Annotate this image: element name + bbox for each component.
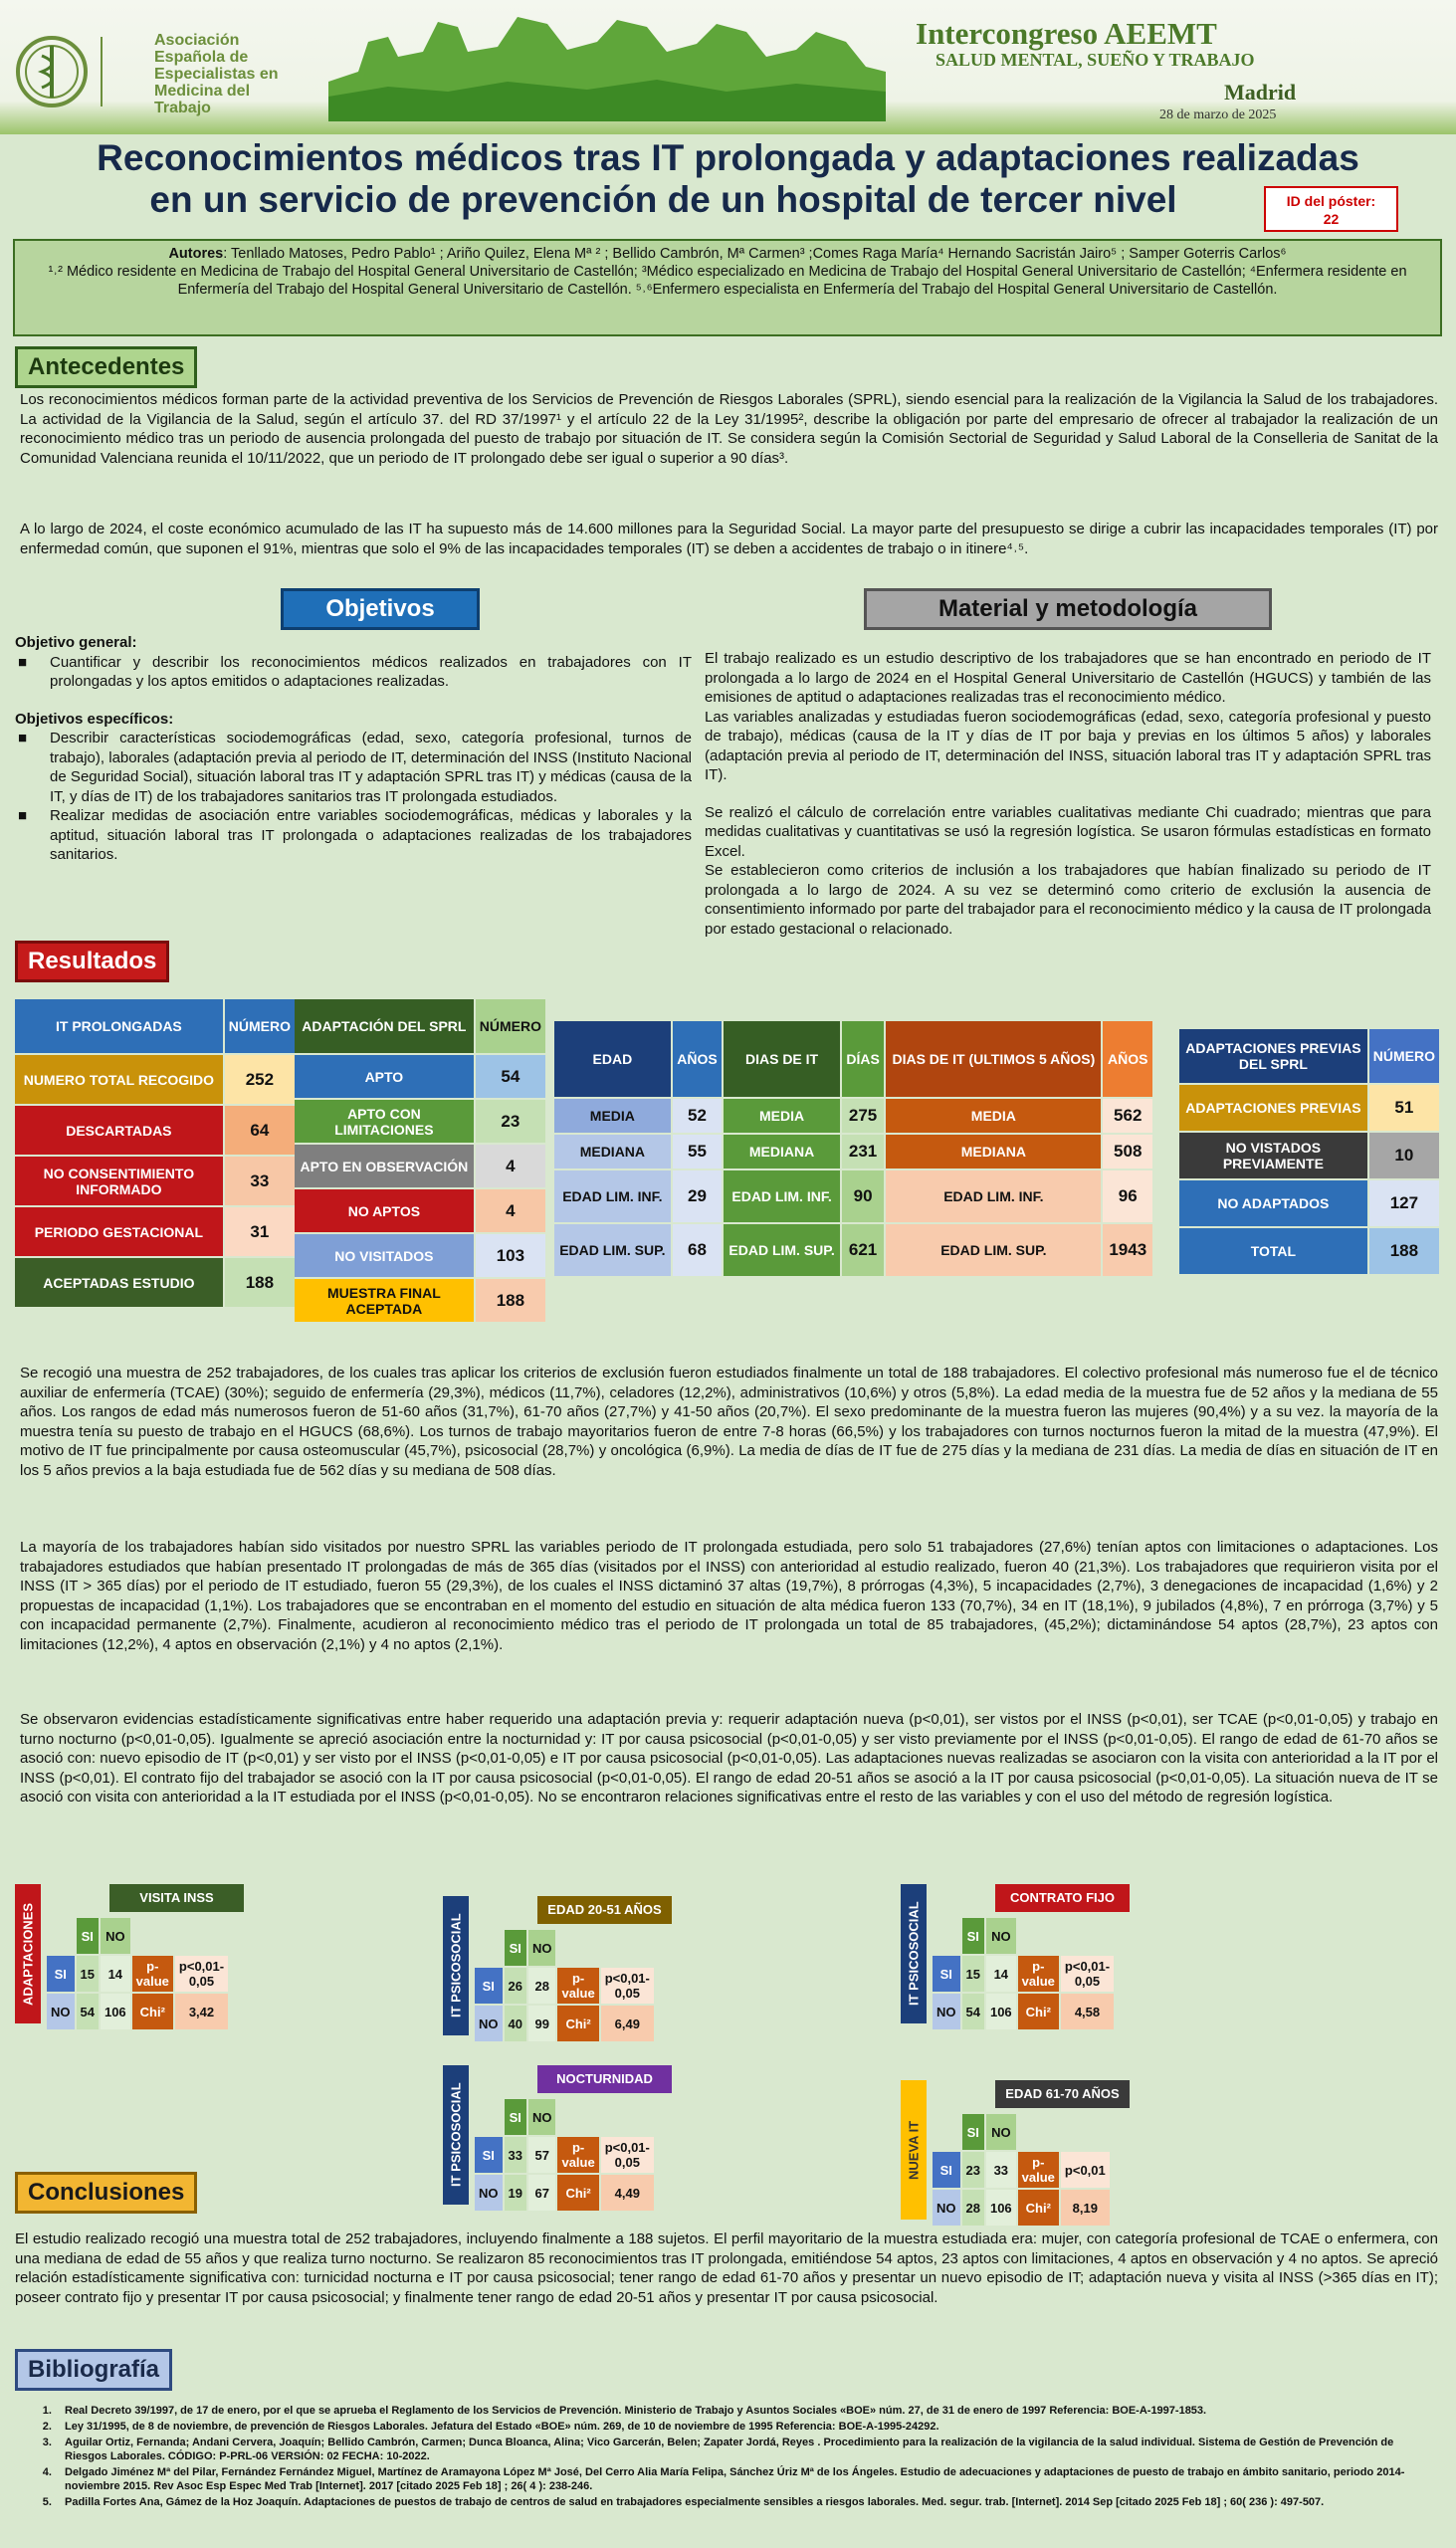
aeemt-logo-icon	[10, 32, 119, 111]
t2-label: MUESTRA FINAL ACEPTADA	[295, 1279, 474, 1322]
crosstab-row-label: NO	[475, 2175, 503, 2211]
crosstab-row-label: NO	[933, 2190, 960, 2226]
conclusiones-text: El estudio realizado recogió una muestra total de 252 trabajadores, incluyendo finalmente a 188 sujetos. El perfil mayoritario de la muestra estudiada era: mujer, con categoría profesional de TCAE o enfermera, con una mediana de edad de 55 años y que realiza turno nocturno. Se realizaron 85 reconocimientos tras IT prolongada, emitiéndose 54 aptos, 23 aptos con limitaciones, 4 aptos en observación y 4 no aptos. Se apreció relación estadísticamente significativa con: turnicidad nocturna e IT por causa psicosocial; tener rango de edad 61-70 años y presentar un nuevo episodio de IT; adaptación nueva y visita al INSS (>365 días en IT); poseer contrato fijo y presentar IT por causa psicosocial; y finalmente tener rango de edad 20-51 años y presentar IT por causa psicosocial.	[15, 2230, 1438, 2306]
table-row	[554, 1099, 1152, 1133]
crosstab-stat-value: p<0,01-0,05	[601, 1968, 654, 2004]
reference-item: 2. Ley 31/1995, de 8 de noviembre, de prevención de Riesgos Laborales. Jefatura del Estado «BOE» núm. 269, de 10 de noviembre de 1995 Referencia: BOE-A-1995-24292.	[55, 2420, 1433, 2434]
crosstab-corner	[933, 1918, 960, 1954]
reference-item: 1. Real Decreto 39/1997, de 17 de enero, por el que se aprueba el Reglamento de los Servicios de Prevención. Ministerio de Trabajo y Asuntos Sociales «BOE» núm. 27, de 31 de enero de 1997 Referencia: BOE-A-1997-1853.	[55, 2404, 1433, 2418]
crosstab-row-label: NO	[47, 1994, 75, 2029]
table-row	[933, 2190, 1110, 2226]
congress-date: 28 de marzo de 2025	[1159, 107, 1277, 122]
t3-cell: 68	[673, 1224, 722, 1276]
t3-header: DIAS DE IT (ULTIMOS 5 AÑOS)	[886, 1021, 1101, 1097]
table-row	[295, 1145, 545, 1187]
t3-header: EDAD	[554, 1021, 671, 1097]
material-p4: Se establecieron como criterios de inclusión a los trabajadores que habían finalizado su periodo de IT prolongada a lo largo de 2024. A su vez se determinó como criterio de exclusión la ausencia de consentimiento informado por parte del trabajador para el reconocimiento médico y la causa de IT prolongada por estado gestacional o relacionado.	[705, 862, 1431, 938]
resultados-p2: La mayoría de los trabajadores habían sido visitados por nuestro SPRL las variables periodo de IT prolongada estudiada, pero solo 51 trabajadores (27,6%) tenían aptos con limitaciones o adaptaciones. Los trabajadores estudiados que habían presentado IT prolongadas de más de 365 días (visitados por el INSS) con anterioridad al estudio realizado, fueron 40 (21,3%). Los trabajadores que requirieron visita por el INSS (IT > 365 días) por el periodo de IT estudiado, fueron 55 (29,3%), de los cuales el INSS dictaminó 37 altas (19,7%), 8 prórrogas (4,3%), 5 incapacidades (2,7%), 3 denegaciones de incapacidad (1,6%) y 2 propuestas de incapacidad (1,1%). Los trabajadores que se encontraban en el momento del estudio en situación de alta médica fueron 133 (70,7%), 34 en IT (18,1%), 9 jubilados (4,8%), 7 en prórroga (3,7%) y 5 con incapacidad permanente (2,7%). Finalmente, acudieron al reconocimiento médico tras el periodo de IT prolongada un total de 85 trabajadores, (45,2%); dictaminándose 54 aptos (28,7%), 23 aptos con limitaciones (12,2%), 4 aptos en observación (2,1%) y 4 no aptos (2,1%).	[20, 1539, 1438, 1653]
table-row	[554, 1135, 1152, 1168]
material-p2: Las variables analizadas y estudiadas fueron sociodemográficas (edad, sexo, categoría profesional y puesto de trabajo), médicas (causa de la IT y días de IT por baja y previas en los últimos 5 años) y laborales (adaptación previa al periodo de IT, determinación del INSS, situación laboral tras IT y adaptación SPRL tras IT).	[705, 708, 1431, 783]
table-row	[933, 1994, 1114, 2029]
t2-header-2: NÚMERO	[476, 999, 545, 1053]
authors-names: Tenllado Matoses, Pedro Pablo¹ ; Ariño Quilez, Elena Mª ² ; Bellido Cambrón, Mª Carmen³ ;Comes Raga María⁴ Hernando Sacristán Jairo⁵ ; Samper Goterris Carlos⁶	[231, 246, 1287, 262]
association-name: Asociación Española de Especialistas en Medicina del Trabajo	[154, 32, 279, 116]
crosstab-cell: 14	[986, 1956, 1016, 1992]
crosstab-stat-value: p<0,01-0,05	[175, 1956, 228, 1992]
t1-value: 31	[225, 1207, 295, 1256]
crosstab-corner	[933, 2114, 960, 2150]
t3-cell: EDAD LIM. SUP.	[886, 1224, 1101, 1276]
authors-label: Autores	[168, 246, 224, 262]
crosstab-corner	[475, 1930, 503, 1966]
t1-label: NO CONSENTIMIENTO INFORMADO	[15, 1157, 223, 1205]
t2-label: APTO EN OBSERVACIÓN	[295, 1145, 474, 1187]
crosstab-column-variable: VISITA INSS	[109, 1884, 244, 1912]
antecedentes-p2: A lo largo de 2024, el coste económico acumulado de las IT ha supuesto más de 14.600 millones para la Seguridad Social. La mayor parte del presupuesto se dirige a cubrir las incapacidades temporales (IT) por enfermedad común, que suponen el 91%, mientras que solo el 9% de las incapacidades temporales (IT) se deben a accidentes de trabajo o in itinere⁴˒⁵.	[20, 521, 1438, 557]
crosstab-cell: 15	[962, 1956, 984, 1992]
t1-label: ACEPTADAS ESTUDIO	[15, 1258, 223, 1307]
material-p3: Se realizó el cálculo de correlación entre variables cualitativas mediante Chi cuadrado; mientras que para medidas cualitativas y cuantitativas se usó la regresión logística. Se usaron fórmulas estadísticas en formato Excel.	[705, 803, 1431, 860]
t3-cell: 90	[842, 1170, 884, 1222]
table-row	[475, 2137, 654, 2173]
crosstab-stat-value: 3,42	[175, 1994, 228, 2029]
crosstab-cell: 26	[505, 1968, 526, 2004]
t4-header-1: ADAPTACIONES PREVIAS DEL SPRL	[1179, 1029, 1367, 1083]
table-row	[15, 1258, 295, 1307]
t3-cell: MEDIANA	[886, 1135, 1101, 1168]
poster-title	[0, 137, 1456, 221]
t3-cell: MEDIA	[554, 1099, 671, 1133]
t3-cell: EDAD LIM. INF.	[724, 1170, 840, 1222]
t1-header-1: IT PROLONGADAS	[15, 999, 223, 1053]
t2-label: APTO	[295, 1055, 474, 1098]
t3-cell: EDAD LIM. SUP.	[724, 1224, 840, 1276]
material-heading: Material y metodología	[864, 588, 1272, 630]
t1-header-2: NÚMERO	[225, 999, 295, 1053]
t1-value: 33	[225, 1157, 295, 1205]
table-row	[1179, 1180, 1439, 1226]
crosstab-header: NO	[101, 1918, 130, 1954]
t2-value: 4	[476, 1145, 545, 1187]
crosstab-table	[473, 1928, 656, 2043]
crosstab-cell: 54	[962, 1994, 984, 2029]
t3-cell: 55	[673, 1135, 722, 1168]
reference-item: 4. Delgado Jiménez Mª del Pilar, Fernández Fernández Miguel, Martínez de Aramayona López Mª José, Del Cerro Alia María Felipa, Sánchez Úriz Mª de los Ángeles. Estudio de adecuaciones y adaptaciones de puesto de trabajo en ámbito sanitario, periodo 2014-noviembre 2015. Rev Asoc Esp Espec Med Trab [Internet]. 2017 [citado 2025 Feb 18] ; 26( 4 ): 238-246.	[55, 2465, 1433, 2493]
congress-subtitle: SALUD MENTAL, SUEÑO Y TRABAJO	[936, 50, 1255, 70]
crosstab-cell: 106	[986, 2190, 1016, 2226]
crosstab-stat-label: p-value	[1018, 2152, 1059, 2188]
crosstab-row-label: SI	[933, 2152, 960, 2188]
crosstab-row-variable: IT PSICOSOCIAL	[901, 1884, 927, 2023]
crosstab-header: SI	[962, 1918, 984, 1954]
poster-id-box	[1264, 186, 1398, 232]
antecedentes-p1: Los reconocimientos médicos forman parte de la actividad preventiva de los Servicios de Prevención de Riesgos Laborales (SPRL), siendo esencial para la realización de la Vigilancia la Salud de los trabajadores. La actividad de la Vigilancia de la Salud, según el artículo 37. del RD 37/1997¹ y el artículo 22 de la Ley 31/1995², describe la obligación por parte del empresario de ofrecer al trabajador la realización de un reconocimiento médico tras un periodo de ausencia prolongada del puesto de trabajo por situación de IT. Se considera según la Comisión Sectorial de Seguridad y Salud Laboral de la Conselleria de Sanitat de la Comunidad Valenciana reunida el 10/11/2022, que un periodo de IT prolongado debe ser igual o superior a 90 días³.	[20, 391, 1438, 467]
crosstab-cell: 28	[962, 2190, 984, 2226]
crosstab-header: NO	[528, 2099, 556, 2135]
crosstab-table	[931, 2112, 1112, 2228]
material-block	[705, 649, 1431, 939]
objetivos-especificos-heading: Objetivos específicos:	[15, 710, 174, 728]
crosstab-table	[473, 2097, 656, 2213]
t3-cell: MEDIANA	[554, 1135, 671, 1168]
t3-cell: EDAD LIM. INF.	[554, 1170, 671, 1222]
crosstab-row-label: NO	[933, 1994, 960, 2029]
objetivo-general-heading: Objetivo general:	[15, 634, 137, 651]
t3-cell: MEDIA	[724, 1099, 840, 1133]
crosstab-stat-label: p-value	[1018, 1956, 1059, 1992]
authors-affiliations: ¹˒² Médico residente en Medicina de Trabajo del Hospital General Universitario de Castellón; ³Médico especializado en Medicina de Trabajo del Hospital General Universitario de Castellón; ⁴Enfermera residente en Enfermería del Trabajo del Hospital General Universitario de Castellón. ⁵˒⁶Enfermero especialista en Enfermería del Trabajo del Hospital General Universitario de Castellón.	[48, 264, 1407, 298]
crosstab-corner	[475, 2099, 503, 2135]
table-row	[475, 1968, 654, 2004]
t3-header: AÑOS	[673, 1021, 722, 1097]
table-row	[475, 2006, 654, 2041]
t2-header-1: ADAPTACIÓN DEL SPRL	[295, 999, 474, 1053]
material-p1: El trabajo realizado es un estudio descriptivo de los trabajadores que se han encontrado en periodo de IT prolongada a lo largo de 2024 en el Hospital General Universitario de Castellón (HGUCS) y también de las emisiones de aptitud o adaptaciones realizadas tras el reconocimiento médico.	[705, 650, 1431, 706]
objetivo-especifico-2-text: Realizar medidas de asociación entre variables sociodemográficas, médicas y laborales y la aptitud, situación laboral tras IT prolongada o adaptaciones realizadas de los trabajadores sanitarios.	[50, 807, 692, 863]
crosstab-row-variable: IT PSICOSOCIAL	[443, 2065, 469, 2205]
t4-label: TOTAL	[1179, 1228, 1367, 1274]
t4-label: ADAPTACIONES PREVIAS	[1179, 1085, 1367, 1131]
crosstab-cell: 67	[528, 2175, 556, 2211]
t3-cell: EDAD LIM. SUP.	[554, 1224, 671, 1276]
objetivos-heading: Objetivos	[281, 588, 480, 630]
t2-label: NO VISITADOS	[295, 1234, 474, 1277]
table-row	[295, 1234, 545, 1277]
table-row	[933, 1956, 1114, 1992]
crosstab-row-label: SI	[47, 1956, 75, 1992]
table-row	[15, 1207, 295, 1256]
t4-value: 127	[1369, 1180, 1439, 1226]
crosstab-cell: 54	[77, 1994, 99, 2029]
crosstab-cell: 23	[962, 2152, 984, 2188]
crosstab-header: NO	[986, 1918, 1016, 1954]
objetivo-especifico-1-text: Describir características sociodemográficas (edad, sexo, categoría profesional, turnos de trabajo), laborales (adaptación previa al periodo de IT, determinación del INSS (Instituto Nacional de Seguridad Social), situación laboral tras IT y adaptación SPRL tras IT) y médicas (causa de la IT, y días de IT) de los trabajadores sanitarios tras IT prolongada estudiados.	[50, 730, 692, 805]
crosstab-cell: 28	[528, 1968, 556, 2004]
crosstab-stat-value: 4,58	[1061, 1994, 1114, 2029]
congress-title: Intercongreso AEEMT	[916, 16, 1217, 51]
crosstab-row-variable: ADAPTACIONES	[15, 1884, 41, 2023]
t4-header-2: NÚMERO	[1369, 1029, 1439, 1083]
bibliografia-list	[0, 2404, 1433, 2511]
crosstab-stat-label: p-value	[557, 2137, 598, 2173]
crosstab-header: NO	[986, 2114, 1016, 2150]
table-row	[475, 1930, 654, 1966]
crosstab-row-variable: NUEVA IT	[901, 2080, 927, 2220]
crosstab-stat-value: 4,49	[601, 2175, 654, 2211]
crosstab-row-variable: IT PSICOSOCIAL	[443, 1896, 469, 2035]
t3-header: DÍAS	[842, 1021, 884, 1097]
crosstab-table	[931, 1916, 1116, 2031]
table-row	[295, 1055, 545, 1098]
crosstab-corner	[47, 1918, 75, 1954]
t3-cell: EDAD LIM. INF.	[886, 1170, 1101, 1222]
table-row	[15, 1055, 295, 1104]
resultados-p1: Se recogió una muestra de 252 trabajadores, de los cuales tras aplicar los criterios de exclusión fueron estudiados finalmente un total de 188 trabajadores. El colectivo profesional más numeroso fue el de técnico auxiliar de enfermería (TCAE) (30%); seguido de enfermería (29,3%), médicos (11,7%), celadores (12,2%), administrativos (10,6%) y otros (5,8%). La edad media de la muestra fue de 52 años y la mediana de 55 años. Los rangos de edad más numerosos fueron de 51-60 años (31,7%), 61-70 años (27,7%) y 41-50 años (20,7%). El sexo predominante de la muestra fueron las mujeres (90,4%) y a su vez. la mayoría de la muestra tenía su puesto de trabajo en el HGUCS (68,6%). Los turnos de trabajo mayoritarios fueron de entre 7-8 horas (66,5%) y los trabajadores con turnos nocturnos fueron la mitad de la muestra (47,9%). El motivo de IT fue principalmente por causa osteomuscular (45,7%), psicosocial (28,7%) y oncológica (6,9%). La media de días de IT fue de 275 días y la mediana de 231 días. La media de días en situación de IT en los 5 años previos a la baja estudiada fue de 562 días y su mediana de 508 días.	[20, 1365, 1438, 1479]
t1-label: NUMERO TOTAL RECOGIDO	[15, 1055, 223, 1104]
crosstab-cell: 57	[528, 2137, 556, 2173]
t1-value: 188	[225, 1258, 295, 1307]
table-row	[295, 1100, 545, 1143]
crosstab-header: SI	[77, 1918, 99, 1954]
table-row	[475, 2175, 654, 2211]
objetivos-block	[15, 633, 692, 865]
table-edad-dias	[552, 1019, 1154, 1278]
table-it-prolongadas	[13, 997, 297, 1309]
t3-header: AÑOS	[1103, 1021, 1152, 1097]
crosstab-row-label: SI	[933, 1956, 960, 1992]
t2-value: 54	[476, 1055, 545, 1098]
table-row	[933, 1918, 1114, 1954]
t2-label: NO APTOS	[295, 1189, 474, 1232]
crosstab-stat-label: Chi²	[132, 1994, 173, 2029]
crosstab-stat-label: Chi²	[557, 2006, 598, 2041]
t2-value: 188	[476, 1279, 545, 1322]
table-row	[15, 1106, 295, 1155]
crosstab-cell: 106	[101, 1994, 130, 2029]
t2-value: 103	[476, 1234, 545, 1277]
table-row	[295, 1279, 545, 1322]
conclusiones-heading: Conclusiones	[15, 2172, 197, 2214]
reference-item: 3. Aguilar Ortiz, Fernanda; Andani Cervera, Joaquín; Bellido Cambrón, Carmen; Dunca Bloanca, Alina; Vico Garcerán, Belen; Zapater Jordá, Reyes . Procedimiento para la realización de la vigilancia de la salud individual. Sistema de Gestión de Prevención de Riesgos Laborales. CÓDIGO: P-PRL-06 VERSIÓN: 02 FECHA: 10-2022.	[55, 2436, 1433, 2463]
crosstab-stat-label: Chi²	[557, 2175, 598, 2211]
t3-cell: 508	[1103, 1135, 1152, 1168]
crosstab-header: SI	[505, 1930, 526, 1966]
table-row	[554, 1224, 1152, 1276]
crosstab-table	[45, 1916, 230, 2031]
t3-cell: 96	[1103, 1170, 1152, 1222]
crosstab-stat-value: 8,19	[1061, 2190, 1110, 2226]
t3-cell: 621	[842, 1224, 884, 1276]
table-row	[15, 1157, 295, 1205]
t1-label: DESCARTADAS	[15, 1106, 223, 1155]
t3-header: DIAS DE IT	[724, 1021, 840, 1097]
crosstab-stat-label: Chi²	[1018, 2190, 1059, 2226]
crosstab-row-label: NO	[475, 2006, 503, 2041]
crosstab-stat-value: p<0,01-0,05	[1061, 1956, 1114, 1992]
crosstab-header: SI	[962, 2114, 984, 2150]
poster-id-value: 22	[1323, 211, 1340, 227]
antecedentes-heading: Antecedentes	[15, 346, 197, 388]
crosstab-stat-value: p<0,01	[1061, 2152, 1110, 2188]
crosstab-cell: 14	[101, 1956, 130, 1992]
skyline-icon	[328, 12, 886, 121]
crosstab-cell: 33	[505, 2137, 526, 2173]
objetivo-general-item: ■ Cuantificar y describir los reconocimientos médicos realizados en trabajadores con IT prolongadas y los aptos emitidos o adaptaciones realizadas.	[18, 653, 692, 690]
reference-item: 5. Padilla Fortes Ana, Gámez de la Hoz Joaquín. Adaptaciones de puestos de trabajo de centros de salud en trabajadores especialmente sensibles a riesgos laborales. Med. segur. trab. [Internet]. 2014 Sep [citado 2025 Feb 18] ; 60( 236 ): 497-507.	[55, 2495, 1433, 2509]
t1-label: PERIODO GESTACIONAL	[15, 1207, 223, 1256]
crosstab-cell: 99	[528, 2006, 556, 2041]
poster-id-label: ID del póster:	[1286, 193, 1376, 209]
title-line-2: en un servicio de prevención de un hospital de tercer nivel	[149, 179, 1177, 220]
table-row	[47, 1994, 228, 2029]
crosstab-stat-label: Chi²	[1018, 1994, 1059, 2029]
table-adaptaciones-previas	[1177, 1027, 1441, 1276]
crosstab-stat-value: 6,49	[601, 2006, 654, 2041]
crosstab-cell: 19	[505, 2175, 526, 2211]
resultados-p3: Se observaron evidencias estadísticamente significativas entre haber requerido una adaptación previa y: requerir adaptación nueva (p<0,01), ser vistos por el INSS (p<0,01), ser TCAE (p<0,01-0,05) y trabajo en turno nocturno (p<0,01-0,05). Igualmente se apreció asociación entre la nocturnidad y: IT por causa psicosocial (p<0,01-0,05) y ser visto previamente por el INSS (p<0,01-0,05). El rango de edad de 61-70 años se asoció con: nuevo episodio de IT (p<0,01) y ser visto por el INSS (p<0,01-0,05) e IT por causa psicosocial (p<0,01-0,05). Las adaptaciones nuevas realizadas se asociaron con la visita con anterioridad a la IT por el INSS (p<0,01). El contrato fijo del trabajador se asoció con la IT por causa psicosocial (p<0,01-0,05). El rango de edad 20-51 años se asoció a la IT por causa psicosocial (p<0,01-0,05). La situación nueva de IT se asoció con visita con anterioridad a la IT estudiada por el INSS (p<0,01-0,05). No se encontraron relaciones significativas entre el resto de las variables y con el uso del método de regresión logística.	[20, 1711, 1438, 1805]
table-row	[47, 1956, 228, 1992]
crosstab-column-variable: EDAD 61-70 AÑOS	[995, 2080, 1130, 2108]
crosstab-header: SI	[505, 2099, 526, 2135]
t4-value: 51	[1369, 1085, 1439, 1131]
t4-value: 188	[1369, 1228, 1439, 1274]
table-row	[933, 2114, 1110, 2150]
crosstab-cell: 106	[986, 1994, 1016, 2029]
t3-cell: 52	[673, 1099, 722, 1133]
t4-value: 10	[1369, 1133, 1439, 1178]
t3-cell: 562	[1103, 1099, 1152, 1133]
table-row	[47, 1918, 228, 1954]
t1-value: 64	[225, 1106, 295, 1155]
table-row	[933, 2152, 1110, 2188]
crosstab-cell: 33	[986, 2152, 1016, 2188]
table-adaptacion-sprl	[293, 997, 547, 1324]
t4-label: NO ADAPTADOS	[1179, 1180, 1367, 1226]
authors-box: Autores: Tenllado Matoses, Pedro Pablo¹ ; Ariño Quilez, Elena Mª ² ; Bellido Cambrón, Mª Carmen³ ;Comes Raga María⁴ Hernando Sacristán Jairo⁵ ; Samper Goterris Carlos⁶ ¹˒² Médico residente en Medicina de Trabajo del Hospital General Universitario de Castellón; ³Médico especializado en Medicina de Trabajo del Hospital General Universitario de Castellón; ⁴Enfermera residente en Enfermería del Trabajo del Hospital General Universitario de Castellón. ⁵˒⁶Enfermero especialista en Enfermería del Trabajo del Hospital General Universitario de Castellón.	[13, 239, 1442, 336]
table-row	[475, 2099, 654, 2135]
t3-cell: 275	[842, 1099, 884, 1133]
t3-cell: MEDIANA	[724, 1135, 840, 1168]
crosstab-column-variable: NOCTURNIDAD	[537, 2065, 672, 2093]
t4-label: NO VISTADOS PREVIAMENTE	[1179, 1133, 1367, 1178]
t3-cell: 1943	[1103, 1224, 1152, 1276]
crosstab-column-variable: CONTRATO FIJO	[995, 1884, 1130, 1912]
t1-value: 252	[225, 1055, 295, 1104]
t3-cell: 231	[842, 1135, 884, 1168]
crosstab-row-label: SI	[475, 2137, 503, 2173]
table-row	[1179, 1228, 1439, 1274]
crosstab-cell: 15	[77, 1956, 99, 1992]
t2-value: 23	[476, 1100, 545, 1143]
table-row	[295, 1189, 545, 1232]
header-banner	[0, 0, 1456, 134]
bibliografia-heading: Bibliografía	[15, 2349, 172, 2391]
objetivo-especifico-2: ■ Realizar medidas de asociación entre variables sociodemográficas, médicas y laborales y la aptitud, situación laboral tras IT prolongada o adaptaciones realizadas de los trabajadores sanitarios.	[18, 807, 692, 863]
t2-label: APTO CON LIMITACIONES	[295, 1100, 474, 1143]
crosstab-stat-label: p-value	[132, 1956, 173, 1992]
table-row	[554, 1170, 1152, 1222]
t3-cell: MEDIA	[886, 1099, 1101, 1133]
crosstab-stat-value: p<0,01-0,05	[601, 2137, 654, 2173]
t3-cell: 29	[673, 1170, 722, 1222]
resultados-heading: Resultados	[15, 941, 169, 982]
crosstab-cell: 40	[505, 2006, 526, 2041]
congress-city: Madrid	[1224, 80, 1297, 105]
crosstab-stat-label: p-value	[557, 1968, 598, 2004]
t2-value: 4	[476, 1189, 545, 1232]
table-row	[1179, 1133, 1439, 1178]
objetivo-general-text: Cuantificar y describir los reconocimientos médicos realizados en trabajadores con IT prolongadas y los aptos emitidos o adaptaciones realizadas.	[50, 653, 692, 690]
objetivo-especifico-1: ■ Describir características sociodemográficas (edad, sexo, categoría profesional, turnos de trabajo), laborales (adaptación previa al periodo de IT, determinación del INSS (Instituto Nacional de Seguridad Social), situación laboral tras IT y adaptación SPRL tras IT) y médicas (causa de la IT, y días de IT) de los trabajadores sanitarios tras IT prolongada estudiados.	[18, 730, 692, 805]
title-line-1: Reconocimientos médicos tras IT prolongada y adaptaciones realizadas	[97, 137, 1359, 178]
crosstab-row-label: SI	[475, 1968, 503, 2004]
crosstab-column-variable: EDAD 20-51 AÑOS	[537, 1896, 672, 1924]
crosstab-header: NO	[528, 1930, 556, 1966]
table-row	[1179, 1085, 1439, 1131]
